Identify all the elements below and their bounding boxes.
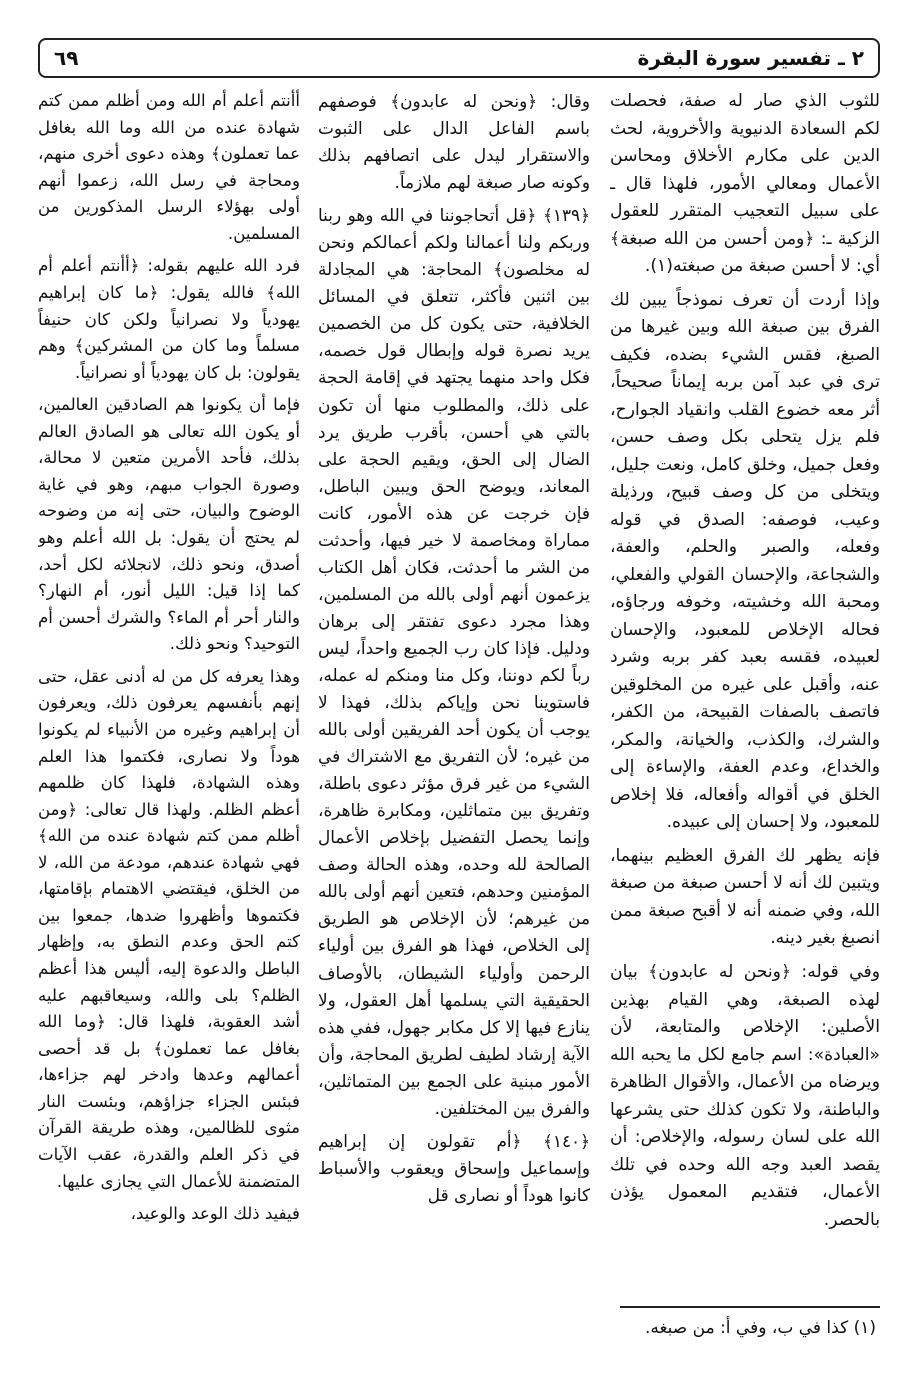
paragraph: وهذا يعرفه كل من له أدنى عقل، حتى إنهم بأنفسهم يعرفون ذلك، ويعرفون أن إبراهيم وغيره من الأنبياء لم يكونوا هوداً ولا نصارى، فكتموا هذا العلم وهذه الشهادة، فلهذا كان ظلمهم أعظم الظلم. ولهذا قال تعالى: ﴿ومن أظلم ممن كتم شهادة عنده من الله﴾ فهي شهادة عندهم، مودعة من الله، لا من الخلق، فيقتضي الاهتمام بإقامتها، فكتموها وأظهروا ضدها، جمعوا بين كتم الحق وعدم النطق به، وإظهار الباطل والدعوة إليه، أليس هذا أعظم الظلم؟ بلى والله، وسيعاقبهم عليه أشد العقوبة، فلهذا قال: ﴿وما الله بغافل عما تعملون﴾ بل قد أحصى أعمالهم وعدها وادخر لهم جزاءها، فبئس الجزاء جزاؤهم، وبئست النار مثوى للظالمين، وهذه طريقة القرآن في ذكر العلم والقدرة، عقب الآيات المتضمنة للأعمال التي يجازى عليها. — [38, 666, 300, 1191]
running-title: ٢ ـ تفسير سورة البقرة — [637, 46, 864, 70]
text-column-middle — [318, 88, 590, 1248]
text-column-left — [38, 88, 300, 1248]
paragraph: وفي قوله: ﴿ونحن له عابدون﴾ بيان لهذه الصبغة، وهي القيام بهذين الأصلين: الإخلاص والمتابعة، لأن «العبادة»: اسم جامع لكل ما يحبه الله ويرضاه من الأعمال، والأقوال الظاهرة والباطنة، ولا تكون كذلك حتى يشرعها الله على لسان رسوله، والإخلاص: أن يقصد العبد وجه الله وحده في تلك الأعمال، فتقديم المعمول يؤذن بالحصر. — [610, 961, 880, 1230]
paragraph: فإنه يظهر لك الفرق العظيم بينهما، ويتبين لك أنه لا أحسن صبغة من صبغة الله، وفي ضمنه أنه لا أقبح صبغة ممن انصبغ بغير دينه. — [610, 845, 880, 949]
text-column-right — [610, 88, 880, 1248]
page-number: ٦٩ — [54, 46, 79, 70]
paragraph: فإما أن يكونوا هم الصادقين العالمين، أو يكون الله تعالى هو الصادق العالم بذلك، فأحد الأمرين متعين لا محالة، وصورة الجواب مبهم، وهو في غاية الوضوح والبيان، حتى إنه من وضوحه لم يحتج أن يقول: بل الله أعلم وهو أصدق، ونحو ذلك، لانجلائه لكل أحد، كما إذا قيل: الليل أنور، أم النهار؟ والنار أحر أم الماء؟ والشرك أحسن أم التوحيد؟ ونحو ذلك. — [38, 395, 300, 654]
paragraph: للثوب الذي صار له صفة، فحصلت لكم السعادة الدنيوية والأخروية، لحث الدين على مكارم الأخلاق ومحاسن الأعمال ومعالي الأمور، فلهذا قال ـ على سبيل التعجيب المتقرر للعقول الزكية ـ: ﴿ومن أحسن من الله صبغة﴾ أي: لا أحسن صبغة من صبغته(١). — [610, 91, 880, 277]
paragraph: فرد الله عليهم بقوله: ﴿أأنتم أعلم أم الله﴾ فالله يقول: ﴿ما كان إبراهيم يهودياً ولا نصرانياً ولكن كان حنيفاً مسلماً وما كان من المشركين﴾ وهم يقولون: بل كان يهودياً أو نصرانياً. — [38, 256, 300, 382]
paragraph: فيفيد ذلك الوعد والوعيد، — [130, 1204, 300, 1224]
footnote: (١) كذا في ب، وفي أ: من صبغه. — [644, 1318, 876, 1338]
paragraph: ﴿١٣٩﴾ ﴿قل أتحاجوننا في الله وهو ربنا وربكم ولنا أعمالنا ولكم أعمالكم ونحن له مخلصون﴾ المحاجة: هي المجادلة بين اثنين فأكثر، تتعلق في المسائل الخلافية، حتى يكون كل من الخصمين يريد نصرة قوله وإبطال قول خصمه، فكل واحد منهما يجتهد في إقامة الحجة على ذلك، والمطلوب منها أن تكون بالتي هي أحسن، بأقرب طريق يرد الضال إلى الحق، ويقيم الحجة على المعاند، ويوضح الحق ويبين الباطل، فإن خرجت عن هذه الأمور، كانت مماراة ومخاصمة لا خير فيها، وأحدثت من الشر ما أحدثت، فكان أهل الكتاب يزعمون أنهم أولى بالله من المسلمين، وهذا مجرد دعوى تفتقر إلى برهان ودليل. فإذا كان رب الجميع واحداً، ليس رباً لكم دوننا، وكل منا ومنكم له عمله، فاستوينا نحن وإياكم بذلك، فهذا لا يوجب أن يكون أحد الفريقين أولى بالله من غيره؛ لأن التفريق مع الاشتراك في الشيء من غير فرق مؤثر دعوى باطلة، وتفريق بين متماثلين، ومكابرة ظاهرة، وإنما يحصل التفضيل بإخلاص الأعمال الصالحة لله وحده، وهذه الحالة وصف المؤمنين وحدهم، فتعين أنهم أولى بالله من غيرهم؛ لأن الإخلاص هو الطريق إلى الخلاص، فهذا هو الفرق بين أولياء الرحمن وأولياء الشيطان، بالأوصاف الحقيقية التي يسلمها أهل العقول، ولا ينازع فيها إلا كل مكابر جهول، ففي هذه الآية إرشاد لطيف لطريق المحاجة، وأن الأمور مبنية على الجمع بين المتماثلين، والفرق بين المختلفين. — [318, 205, 590, 1118]
paragraph: أأنتم أعلم أم الله ومن أظلم ممن كتم شهادة عنده من الله وما الله بغافل عما تعملون﴾ وهذه دعوى أخرى منهم، ومحاجة في رسل الله، زعموا أنهم أولى بهؤلاء الرسل المذكورين من المسلمين. — [38, 91, 300, 243]
paragraph: وإذا أردت أن تعرف نموذجاً يبين لك الفرق بين صبغة الله وبين غيرها من الصبغ، فقس الشيء بضده، فكيف ترى في عبد آمن بربه إيماناً صحيحاً، أثر معه خضوع القلب وانقياد الجوارح، فلم يزل يتحلى بكل وصف حسن، وفعل جميل، وخلق كامل، ونعت جليل، ويتخلى من كل وصف قبيح، ورذيلة وعيب، فوصفه: الصدق في قوله وفعله، والصبر والحلم، والعفة، والشجاعة، والإحسان القولي والفعلي، ومحبة الله وخشيته، وخوفه ورجاؤه، فحاله الإخلاص للمعبود، والإحسان لعبيده، فقسه بعبد كفر بربه وشرد عنه، وأقبل على غيره من المخلوقين فاتصف بالصفات القبيحة، من الكفر، والشرك، والكذب، والخيانة، والمكر، والخداع، وعدم العفة، والإساءة إلى الخلق في أقواله وأفعاله، فلا إخلاص للمعبود، ولا إحسان إلى عبيده. — [610, 289, 880, 833]
footnote-divider — [620, 1306, 880, 1308]
paragraph: ﴿١٤٠﴾ ﴿أم تقولون إن إبراهيم وإسماعيل وإسحاق ويعقوب والأسباط كانوا هوداً أو نصارى قل — [318, 1130, 590, 1205]
page-header — [38, 38, 880, 78]
paragraph: وقال: ﴿ونحن له عابدون﴾ فوصفهم باسم الفاعل الدال على الثبوت والاستقرار ليدل على اتصافهم بذلك وكونه صار صبغة لهم ملازماً. — [318, 91, 590, 193]
